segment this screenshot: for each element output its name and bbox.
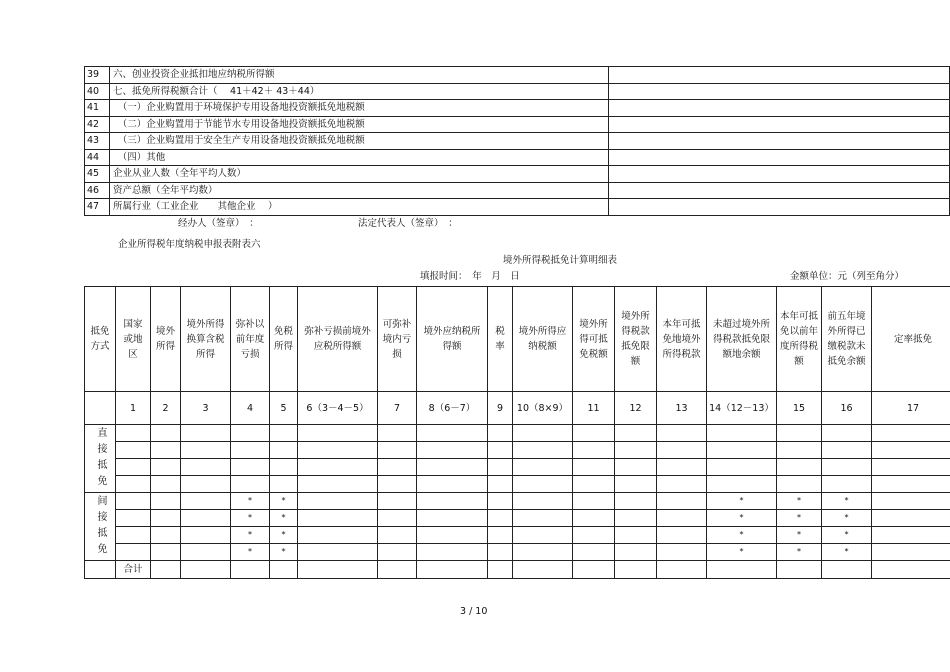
data-cell[interactable] bbox=[378, 510, 417, 527]
total-label: 合计 bbox=[116, 561, 151, 579]
column-header bbox=[707, 287, 777, 392]
data-cell[interactable] bbox=[116, 510, 151, 527]
attachment-title: 企业所得税年度纳税申报表附表六 bbox=[118, 239, 261, 250]
data-cell[interactable] bbox=[116, 459, 151, 476]
table-row bbox=[85, 476, 950, 493]
column-header-label: 弥补亏损前境外应税所得额 bbox=[304, 326, 371, 352]
column-header bbox=[872, 287, 950, 392]
data-cell[interactable] bbox=[777, 476, 822, 493]
column-number: 1 bbox=[116, 392, 151, 425]
na-marker: * bbox=[231, 544, 270, 561]
row-number: 41 bbox=[85, 100, 110, 117]
section-label-text: 直接抵免 bbox=[95, 426, 106, 491]
column-header-label: 定率抵免 bbox=[893, 333, 932, 345]
data-cell[interactable] bbox=[417, 527, 488, 544]
row-number: 43 bbox=[85, 133, 110, 150]
na-marker: * bbox=[822, 510, 872, 527]
data-cell[interactable] bbox=[417, 425, 488, 442]
data-cell[interactable] bbox=[872, 442, 950, 459]
data-cell[interactable] bbox=[573, 510, 615, 527]
na-marker: * bbox=[270, 493, 298, 510]
na-marker: * bbox=[270, 527, 298, 544]
top-row bbox=[85, 83, 950, 100]
column-header bbox=[231, 287, 270, 392]
foreign-tax-credit-table bbox=[84, 286, 950, 579]
row-number: 46 bbox=[85, 182, 110, 199]
total-cell[interactable] bbox=[417, 561, 488, 579]
column-header bbox=[298, 287, 378, 392]
data-cell[interactable] bbox=[270, 459, 298, 476]
column-number: 7 bbox=[378, 392, 417, 425]
data-cell[interactable] bbox=[298, 527, 378, 544]
data-cell[interactable] bbox=[657, 493, 707, 510]
header-row bbox=[85, 287, 950, 392]
row-description: 资产总额（全年平均数） bbox=[110, 182, 609, 199]
data-cell[interactable] bbox=[513, 442, 573, 459]
na-marker: * bbox=[822, 527, 872, 544]
table-row bbox=[85, 527, 950, 544]
data-cell[interactable] bbox=[488, 493, 513, 510]
na-marker: * bbox=[777, 493, 822, 510]
data-cell[interactable] bbox=[657, 425, 707, 442]
data-cell[interactable] bbox=[151, 493, 181, 510]
column-header-label: 弥补以前年度亏损 bbox=[235, 318, 265, 360]
data-cell[interactable] bbox=[513, 510, 573, 527]
column-header bbox=[85, 287, 116, 392]
na-marker: * bbox=[231, 527, 270, 544]
handler-signature: 经办人（签章） ： bbox=[178, 218, 259, 229]
data-cell[interactable] bbox=[116, 425, 151, 442]
data-cell[interactable] bbox=[181, 527, 231, 544]
column-header bbox=[822, 287, 872, 392]
column-number: 12 bbox=[615, 392, 657, 425]
row-value-cell[interactable] bbox=[609, 67, 950, 84]
row-description: （一）企业购置用于环境保护专用设备地投资额抵免地税额 bbox=[110, 100, 609, 117]
data-cell[interactable] bbox=[181, 476, 231, 493]
na-marker: * bbox=[822, 544, 872, 561]
column-number: 4 bbox=[231, 392, 270, 425]
na-marker: * bbox=[777, 527, 822, 544]
row-value-cell[interactable] bbox=[609, 182, 950, 199]
data-cell[interactable] bbox=[872, 425, 950, 442]
data-cell[interactable] bbox=[872, 459, 950, 476]
column-header bbox=[573, 287, 615, 392]
data-cell[interactable] bbox=[777, 425, 822, 442]
data-cell[interactable] bbox=[181, 425, 231, 442]
na-marker: * bbox=[270, 510, 298, 527]
data-cell[interactable] bbox=[777, 459, 822, 476]
total-cell[interactable] bbox=[573, 561, 615, 579]
total-cell[interactable] bbox=[378, 561, 417, 579]
na-marker: * bbox=[777, 510, 822, 527]
data-cell[interactable] bbox=[378, 476, 417, 493]
row-value-cell[interactable] bbox=[609, 116, 950, 133]
na-marker: * bbox=[231, 493, 270, 510]
data-cell[interactable] bbox=[573, 425, 615, 442]
data-cell[interactable] bbox=[417, 476, 488, 493]
data-cell[interactable] bbox=[615, 425, 657, 442]
total-cell[interactable] bbox=[657, 561, 707, 579]
data-cell[interactable] bbox=[513, 544, 573, 561]
data-cell[interactable] bbox=[573, 442, 615, 459]
data-cell[interactable] bbox=[378, 527, 417, 544]
row-number: 40 bbox=[85, 83, 110, 100]
row-description: （四）其他 bbox=[110, 149, 609, 166]
column-header-label: 税率 bbox=[495, 326, 505, 352]
data-cell[interactable] bbox=[378, 493, 417, 510]
column-header-label: 境外所得 bbox=[155, 326, 175, 352]
blank-cell bbox=[85, 561, 116, 579]
data-cell[interactable] bbox=[417, 493, 488, 510]
row-value-cell[interactable] bbox=[609, 83, 950, 100]
data-cell[interactable] bbox=[378, 425, 417, 442]
section-label-text: 间接抵免 bbox=[95, 494, 106, 559]
data-cell[interactable] bbox=[116, 442, 151, 459]
column-header-label: 境外所得税款抵免限额 bbox=[621, 311, 650, 367]
data-cell[interactable] bbox=[378, 459, 417, 476]
data-cell[interactable] bbox=[270, 425, 298, 442]
total-cell[interactable] bbox=[822, 561, 872, 579]
data-cell[interactable] bbox=[488, 476, 513, 493]
top-row bbox=[85, 133, 950, 150]
top-row bbox=[85, 182, 950, 199]
row-number: 44 bbox=[85, 149, 110, 166]
column-header-label: 本年可抵免地境外所得税款 bbox=[662, 318, 701, 360]
total-cell[interactable] bbox=[270, 561, 298, 579]
total-cell[interactable] bbox=[777, 561, 822, 579]
column-number: 10（8×9） bbox=[513, 392, 573, 425]
fill-time: 填报时间： 年 月 日 bbox=[420, 271, 520, 282]
data-cell[interactable] bbox=[657, 510, 707, 527]
na-marker: * bbox=[231, 510, 270, 527]
total-cell[interactable] bbox=[707, 561, 777, 579]
total-cell[interactable] bbox=[151, 561, 181, 579]
data-cell[interactable] bbox=[872, 476, 950, 493]
data-cell[interactable] bbox=[872, 544, 950, 561]
data-cell[interactable] bbox=[151, 476, 181, 493]
row-description: 六、创业投资企业抵扣地应纳税所得额 bbox=[110, 67, 609, 84]
data-cell[interactable] bbox=[615, 510, 657, 527]
na-marker: * bbox=[777, 544, 822, 561]
data-cell[interactable] bbox=[657, 476, 707, 493]
data-cell[interactable] bbox=[513, 527, 573, 544]
row-value-cell[interactable] bbox=[609, 100, 950, 117]
column-header-label: 境外应纳税所得额 bbox=[423, 326, 481, 352]
data-cell[interactable] bbox=[231, 476, 270, 493]
column-header-label: 境外所得应纳税额 bbox=[518, 326, 567, 352]
data-cell[interactable] bbox=[513, 476, 573, 493]
top-row bbox=[85, 166, 950, 183]
na-marker: * bbox=[707, 527, 777, 544]
column-number: 11 bbox=[573, 392, 615, 425]
data-cell[interactable] bbox=[378, 544, 417, 561]
table-row bbox=[85, 442, 950, 459]
top-items-table bbox=[84, 66, 950, 216]
data-cell[interactable] bbox=[707, 442, 777, 459]
data-cell[interactable] bbox=[417, 544, 488, 561]
na-marker: * bbox=[707, 544, 777, 561]
data-cell[interactable] bbox=[378, 442, 417, 459]
data-cell[interactable] bbox=[151, 425, 181, 442]
data-cell[interactable] bbox=[615, 544, 657, 561]
data-cell[interactable] bbox=[707, 459, 777, 476]
column-header-label: 前五年境外所得已缴税款未抵免余额 bbox=[827, 311, 866, 367]
data-cell[interactable] bbox=[573, 544, 615, 561]
total-cell[interactable] bbox=[615, 561, 657, 579]
data-cell[interactable] bbox=[707, 476, 777, 493]
data-cell[interactable] bbox=[181, 459, 231, 476]
column-header-label: 国家或地区 bbox=[123, 318, 143, 360]
data-cell[interactable] bbox=[298, 544, 378, 561]
data-cell[interactable] bbox=[488, 544, 513, 561]
data-cell[interactable] bbox=[573, 527, 615, 544]
data-cell[interactable] bbox=[298, 425, 378, 442]
top-row bbox=[85, 67, 950, 84]
column-header-label: 免税所得 bbox=[273, 326, 293, 352]
data-cell[interactable] bbox=[513, 459, 573, 476]
total-cell[interactable] bbox=[298, 561, 378, 579]
data-cell[interactable] bbox=[657, 527, 707, 544]
data-cell[interactable] bbox=[488, 510, 513, 527]
column-header bbox=[513, 287, 573, 392]
column-number-row bbox=[85, 392, 950, 425]
data-cell[interactable] bbox=[231, 425, 270, 442]
column-header-label: 本年可抵免以前年度所得税额 bbox=[780, 311, 819, 367]
na-marker: * bbox=[822, 493, 872, 510]
total-cell[interactable] bbox=[231, 561, 270, 579]
column-number: 13 bbox=[657, 392, 707, 425]
data-cell[interactable] bbox=[417, 459, 488, 476]
data-cell[interactable] bbox=[417, 510, 488, 527]
form-title: 境外所得税抵免计算明细表 bbox=[503, 255, 618, 266]
legal-rep-signature: 法定代表人（签章） ： bbox=[358, 218, 458, 229]
data-cell[interactable] bbox=[231, 459, 270, 476]
data-cell[interactable] bbox=[513, 493, 573, 510]
data-cell[interactable] bbox=[822, 442, 872, 459]
row-number: 47 bbox=[85, 199, 110, 216]
data-cell[interactable] bbox=[270, 476, 298, 493]
data-cell[interactable] bbox=[298, 510, 378, 527]
data-cell[interactable] bbox=[151, 459, 181, 476]
column-header bbox=[151, 287, 181, 392]
section-label bbox=[85, 493, 116, 561]
row-number: 39 bbox=[85, 67, 110, 84]
data-cell[interactable] bbox=[116, 493, 151, 510]
data-cell[interactable] bbox=[181, 544, 231, 561]
data-cell[interactable] bbox=[777, 442, 822, 459]
data-cell[interactable] bbox=[615, 476, 657, 493]
data-cell[interactable] bbox=[573, 459, 615, 476]
column-header-label: 未超过境外所得税款抵免限额地余额 bbox=[712, 318, 770, 360]
data-cell[interactable] bbox=[488, 459, 513, 476]
data-cell[interactable] bbox=[872, 510, 950, 527]
column-header bbox=[378, 287, 417, 392]
column-header bbox=[777, 287, 822, 392]
data-cell[interactable] bbox=[181, 510, 231, 527]
table-row bbox=[85, 493, 950, 510]
data-cell[interactable] bbox=[298, 459, 378, 476]
top-row bbox=[85, 100, 950, 117]
column-number: 3 bbox=[181, 392, 231, 425]
top-row bbox=[85, 199, 950, 216]
row-description: 企业从业人数（全年平均人数） bbox=[110, 166, 609, 183]
row-value-cell[interactable] bbox=[609, 199, 950, 216]
data-cell[interactable] bbox=[573, 493, 615, 510]
column-header bbox=[488, 287, 513, 392]
data-cell[interactable] bbox=[116, 544, 151, 561]
data-cell[interactable] bbox=[615, 527, 657, 544]
column-number: 9 bbox=[488, 392, 513, 425]
total-cell[interactable] bbox=[181, 561, 231, 579]
column-number: 6（3－4－5） bbox=[298, 392, 378, 425]
data-cell[interactable] bbox=[872, 493, 950, 510]
data-cell[interactable] bbox=[488, 527, 513, 544]
data-cell[interactable] bbox=[151, 442, 181, 459]
column-header bbox=[417, 287, 488, 392]
table-row bbox=[85, 544, 950, 561]
data-cell[interactable] bbox=[298, 442, 378, 459]
table-row bbox=[85, 459, 950, 476]
column-header-label: 境外所得可抵免税额 bbox=[579, 318, 608, 360]
total-cell[interactable] bbox=[488, 561, 513, 579]
data-cell[interactable] bbox=[822, 459, 872, 476]
column-header bbox=[615, 287, 657, 392]
data-cell[interactable] bbox=[181, 442, 231, 459]
data-cell[interactable] bbox=[573, 476, 615, 493]
column-number: 14（12－13） bbox=[707, 392, 777, 425]
data-cell[interactable] bbox=[298, 493, 378, 510]
column-header-label: 可弥补境内亏损 bbox=[382, 318, 412, 360]
data-cell[interactable] bbox=[707, 425, 777, 442]
row-description: （三）企业购置用于安全生产专用设备地投资额抵免地税额 bbox=[110, 133, 609, 150]
data-cell[interactable] bbox=[513, 425, 573, 442]
data-cell[interactable] bbox=[822, 425, 872, 442]
data-cell[interactable] bbox=[615, 459, 657, 476]
column-header-label: 抵免方式 bbox=[90, 326, 110, 352]
top-row bbox=[85, 116, 950, 133]
page-number: 3 / 10 bbox=[460, 606, 488, 617]
column-number: 8（6－7） bbox=[417, 392, 488, 425]
row-description: 七、抵免所得税额合计（ 41＋42＋ 43＋44） bbox=[110, 83, 609, 100]
column-number: 2 bbox=[151, 392, 181, 425]
column-number: 15 bbox=[777, 392, 822, 425]
data-cell[interactable] bbox=[151, 510, 181, 527]
data-cell[interactable] bbox=[822, 476, 872, 493]
data-cell[interactable] bbox=[181, 493, 231, 510]
blank-cell bbox=[85, 392, 116, 425]
column-header bbox=[657, 287, 707, 392]
amount-unit: 金额单位：元（列至角分） bbox=[790, 271, 905, 282]
total-cell[interactable] bbox=[872, 561, 950, 579]
data-cell[interactable] bbox=[116, 527, 151, 544]
column-number: 16 bbox=[822, 392, 872, 425]
data-cell[interactable] bbox=[657, 459, 707, 476]
row-description: （二）企业购置用于节能节水专用设备地投资额抵免地税额 bbox=[110, 116, 609, 133]
data-cell[interactable] bbox=[151, 544, 181, 561]
column-header bbox=[181, 287, 231, 392]
table-row bbox=[85, 510, 950, 527]
table-row bbox=[85, 425, 950, 442]
data-cell[interactable] bbox=[417, 442, 488, 459]
na-marker: * bbox=[270, 544, 298, 561]
section-label bbox=[85, 425, 116, 493]
total-cell[interactable] bbox=[513, 561, 573, 579]
data-cell[interactable] bbox=[488, 442, 513, 459]
row-value-cell[interactable] bbox=[609, 166, 950, 183]
column-header bbox=[116, 287, 151, 392]
data-cell[interactable] bbox=[657, 442, 707, 459]
na-marker: * bbox=[707, 510, 777, 527]
row-value-cell[interactable] bbox=[609, 149, 950, 166]
data-cell[interactable] bbox=[488, 425, 513, 442]
column-header bbox=[270, 287, 298, 392]
column-header-label: 境外所得换算含税所得 bbox=[186, 318, 225, 360]
na-marker: * bbox=[707, 493, 777, 510]
total-row bbox=[85, 561, 950, 579]
data-cell[interactable] bbox=[270, 442, 298, 459]
column-number: 17 bbox=[872, 392, 950, 425]
data-cell[interactable] bbox=[872, 527, 950, 544]
row-description: 所属行业（工业企业 其他企业 ） bbox=[110, 199, 609, 216]
top-row bbox=[85, 149, 950, 166]
row-number: 45 bbox=[85, 166, 110, 183]
data-cell[interactable] bbox=[298, 476, 378, 493]
data-cell[interactable] bbox=[116, 476, 151, 493]
row-value-cell[interactable] bbox=[609, 133, 950, 150]
data-cell[interactable] bbox=[615, 493, 657, 510]
data-cell[interactable] bbox=[657, 544, 707, 561]
data-cell[interactable] bbox=[231, 442, 270, 459]
column-number: 5 bbox=[270, 392, 298, 425]
row-number: 42 bbox=[85, 116, 110, 133]
data-cell[interactable] bbox=[615, 442, 657, 459]
data-cell[interactable] bbox=[151, 527, 181, 544]
